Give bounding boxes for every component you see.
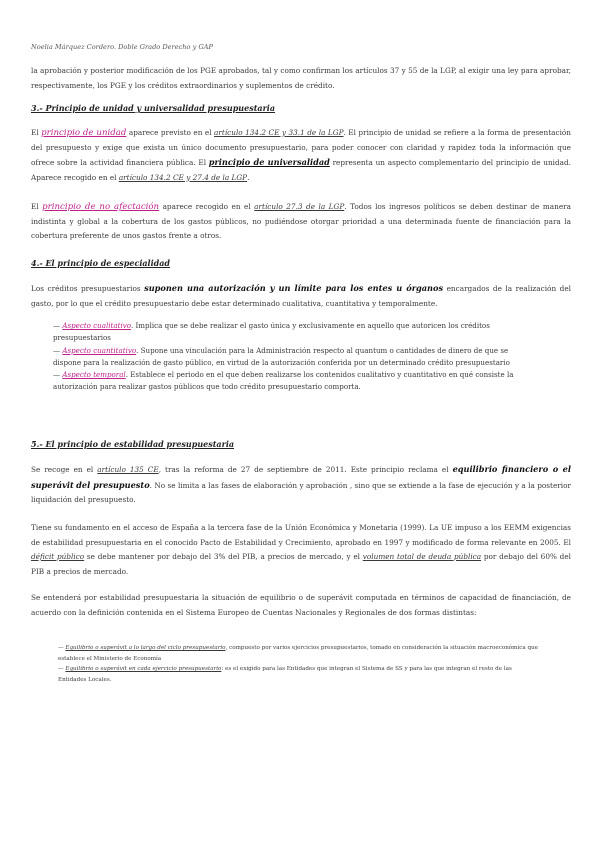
- term-aspecto-cuantitativo: Aspecto cuantitativo: [62, 345, 137, 355]
- term-principio-unidad: principio de unidad: [41, 128, 127, 138]
- ref-art-135: artículo 135 CE: [97, 465, 159, 474]
- ref-art-134-2: artículo 134.2 CE y 33.1 de la LGP: [214, 128, 344, 137]
- s4-paragraph: Los créditos presupuestarios suponen una autorización y un límite para los entes u órganos encargados de la realización del gasto, por lo que el crédito presupuestario debe estar determinado cualitativa, cuantitativa y temporalmente.: [31, 283, 571, 308]
- list-item: — Aspecto cuantitativo. Supone una vinculación para la Administración respecto al quantum o cantidades de dinero de que se dispone para la realización de gasto público, en virtud de la autorización conferida por un determinado crédito presupuestario: [53, 345, 510, 367]
- intro-paragraph: la aprobación y posterior modificación de los PGE aprobados, tal y como confirman los artículos 37 y 55 de la LGP, al exigir una ley para aprobar, respectivamente, los PGE y los créditos extraordinarios y suplementos de crédito.: [31, 66, 571, 90]
- s3-paragraph-2: El principio de no afectación aparece recogido en el artículo 27.3 de la LGP. Todos los ingresos políticos se deben destinar de manera indistinta y global a la cobertura de los gastos públicos, no pudiéndose otorgar prioridad a una determinada fuente de financiación para la cobertura preferente de unos gastos frente a otros.: [31, 202, 571, 240]
- term-aspecto-cualitativo: Aspecto cualitativo: [62, 321, 131, 330]
- term-principio-universalidad: principio de universalidad: [208, 157, 330, 167]
- page-header: Noelia Márquez Cordero. Doble Grado Derecho y GAP: [31, 43, 213, 51]
- s5-paragraph-1: Se recoge en el artículo 135 CE, tras la reforma de 27 de septiembre de 2011. Este principio reclama el equilibrio financiero o el superávit del presupuesto. No se limita a las fases de elaboración y aprobación , sino que se extiende a la fase de ejecución y a la posterior liquidación del presupuesto.: [31, 464, 572, 504]
- s3-paragraph-1: El principio de unidad aparece previsto en el artículo 134.2 CE y 33.1 de la LGP. El principio de unidad se refiere a la forma de presentación del presupuesto y exige que exista un único documento presupuestario, para poder conocer con claridad y rapidez toda la información que ofrece sobre la actividad financiera pública. El principio de universalidad representa un aspecto complementario del principio de unidad. Aparece recogido en el artículo 134.2 CE y 27.4 de la LGP.: [31, 128, 571, 182]
- list-item: — Aspecto temporal. Establece el periodo en el que deben realizarse los contenidos cualitativo y cuantitativo en qué consiste la autorización para realizar gastos públicos que todo crédito presupuestario comporta.: [53, 370, 514, 392]
- list-item: — Equilibrio o superávit en cada ejercicio presupuestario: es el exigido para las Entidades que integran el Sistema de SS y para las que integran el resto de las Entidades Locales.: [58, 666, 512, 683]
- s5-paragraph-3: Se entenderá por estabilidad presupuestaria la situación de equilibrio o de superávit computada en términos de capacidad de financiación, de acuerdo con la definición contenida en el Sistema Europeo de Cuentas Nacionales y Regionales de dos formas distintas:: [31, 593, 571, 617]
- ref-deficit-publico: déficit público: [31, 552, 85, 561]
- section-4-heading: 4.- El principio de especialidad: [31, 258, 170, 268]
- ref-art-27-4: artículo 134.2 CE y 27.4 de la LGP: [118, 172, 248, 182]
- bold-autorizacion-limite: suponen una autorización y un límite para los entes u órganos: [144, 283, 444, 293]
- ref-art-27-3: artículo 27.3 de la LGP: [254, 202, 345, 211]
- list-item: — Equilibrio o superávit a lo largo del ciclo presupuestario, compuesto por varios ejercicios presupuestarios, tomado en consideración la situación macroeconómica que establece el Ministerio de Economía: [58, 645, 539, 662]
- term-equilibrio-ejercicio: Equilibrio o superávit en cada ejercicio presupuestario: [65, 666, 222, 673]
- term-aspecto-temporal: Aspecto temporal: [62, 370, 126, 380]
- ref-deuda-publica: volumen total de deuda pública: [362, 552, 482, 561]
- term-equilibrio-ciclo: Equilibrio o superávit a lo largo del ciclo presupuestario: [65, 645, 226, 651]
- s5-list: [58, 643, 538, 685]
- s5-paragraph-2: Tiene su fundamento en el acceso de España a la tercera fase de la Unión Económica y Monetaria (1999). La UE impuso a los EEMM exigencias de estabilidad presupuestaria en el conocido Pacto de Estabilidad y Crecimiento, aprobado en 1997 y modificado de forma relevante en 2005. El déficit público se debe mantener por debajo del 3% del PIB, a precios de mercado, y el volumen total de deuda pública por debajo del 60% del PIB a precios de mercado.: [31, 523, 571, 576]
- term-no-afectacion: principio de no afectación: [42, 202, 160, 212]
- section-5-heading: 5.- El principio de estabilidad presupuestaria: [31, 439, 235, 449]
- section-3-heading: 3.- Principio de unidad y universalidad presupuestaria: [31, 103, 276, 113]
- bold-del-presupuesto: del presupuesto: [76, 479, 150, 490]
- list-item: — Aspecto cualitativo. Implica que se debe realizar el gasto única y exclusivamente en aquello que autoricen los créditos presupuestarios: [53, 321, 490, 343]
- bold-equilibrio-financiero: equilibrio financiero o el superávit: [31, 464, 572, 490]
- s4-list: [53, 320, 523, 394]
